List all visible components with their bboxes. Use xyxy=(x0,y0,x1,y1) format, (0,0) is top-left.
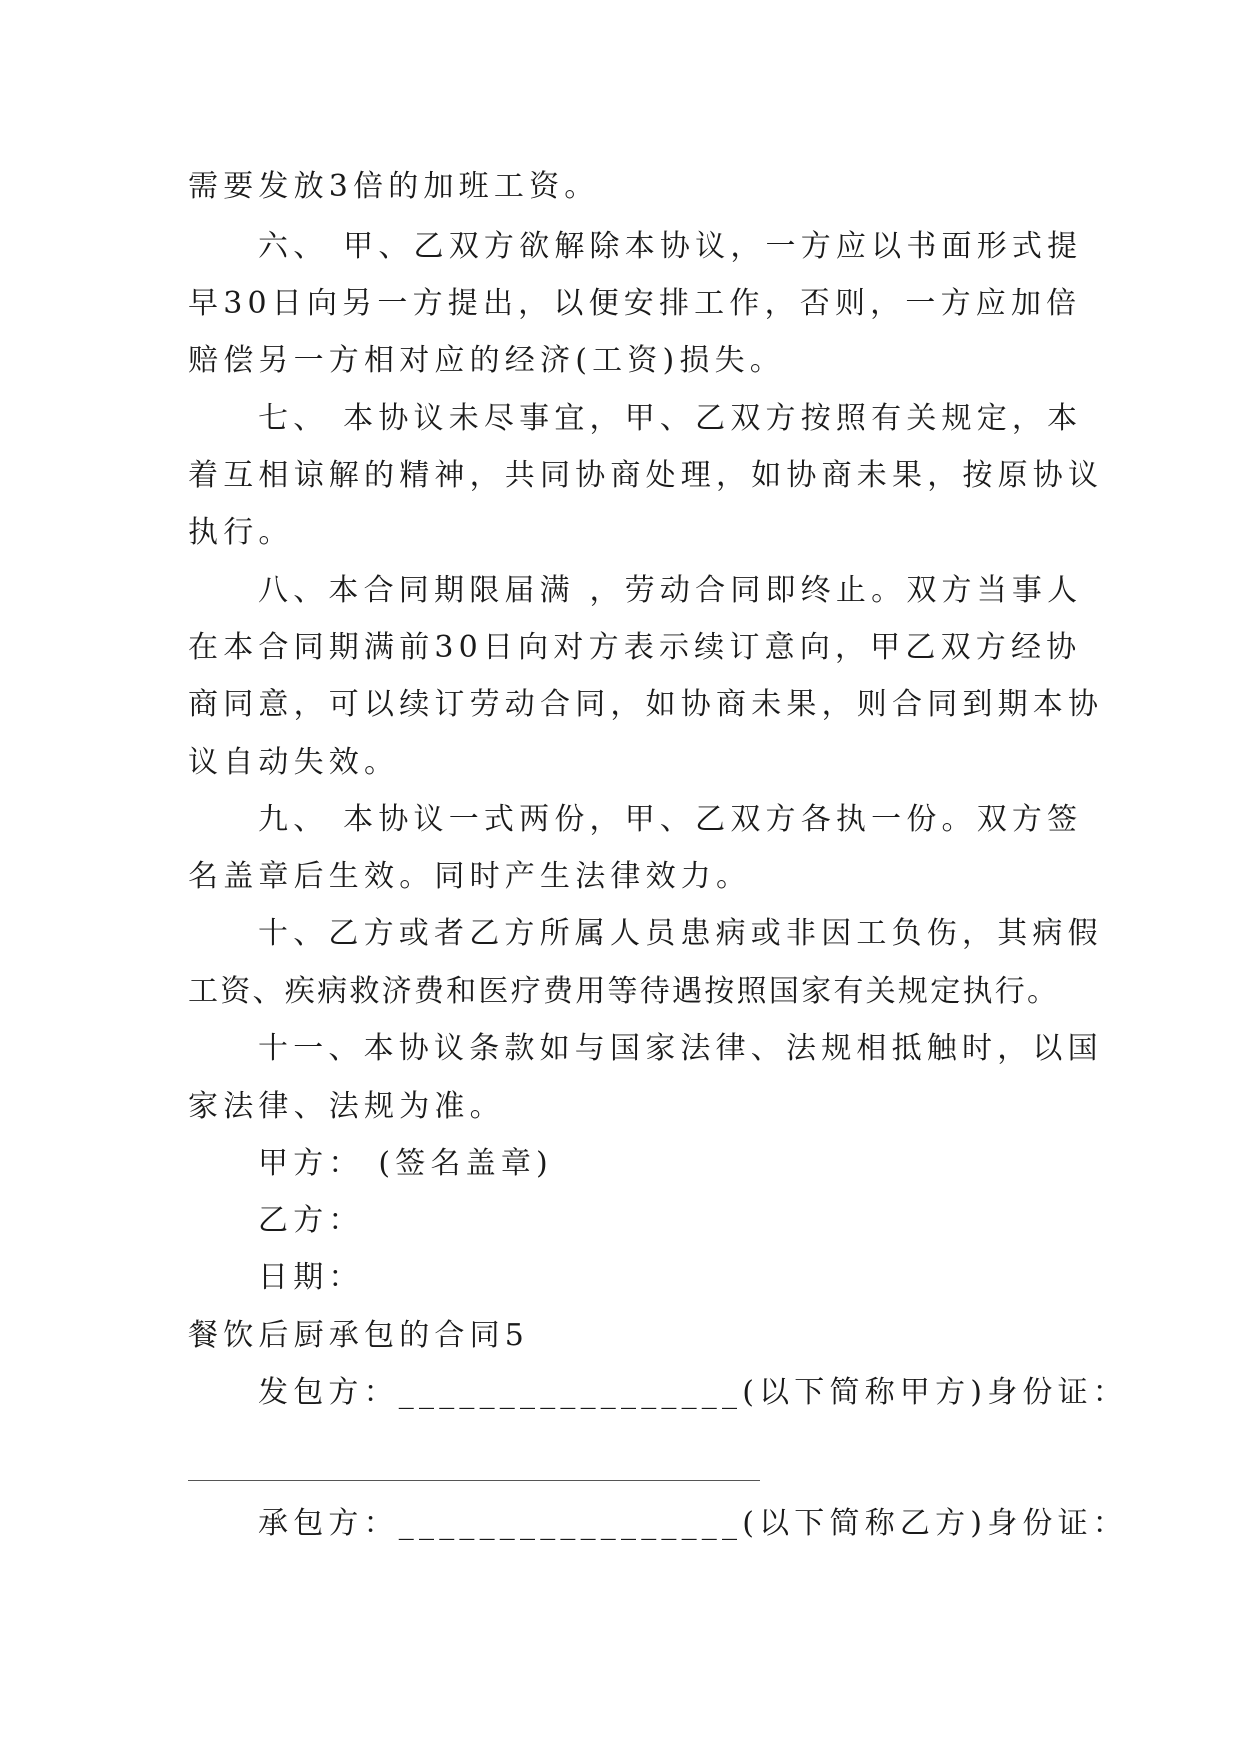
clause-6-line: 六、 甲、乙双方欲解除本协议，一方应以书面形式提 xyxy=(258,229,1083,264)
clause-6-line: 早30日向另一方提出，以便安排工作，否则，一方应加倍 xyxy=(188,286,1082,321)
clause-8-line: 议自动失效。 xyxy=(188,745,400,780)
contractor-line: 发包方：_________________(以下简称甲方)身份证： xyxy=(258,1375,1129,1410)
clause-10-line: 工资、疾病救济费和医疗费用等待遇按照国家有关规定执行。 xyxy=(188,974,1058,1009)
clause-11-line: 家法律、法规为准。 xyxy=(188,1089,505,1124)
subcontractor-line: 承包方：_________________(以下简称乙方)身份证： xyxy=(258,1506,1129,1541)
clause-9-line: 九、 本协议一式两份，甲、乙双方各执一份。双方签 xyxy=(258,802,1083,837)
clause-7-line: 七、 本协议未尽事宜，甲、乙双方按照有关规定，本 xyxy=(258,401,1083,436)
clause-7-line: 执行。 xyxy=(188,515,294,550)
party-b-signature-line: 乙方： xyxy=(258,1203,364,1238)
contract-title: 餐饮后厨承包的合同5 xyxy=(188,1318,530,1353)
clause-8-line: 八、本合同期限届满 ，劳动合同即终止。双方当事人 xyxy=(258,573,1083,608)
date-line: 日期： xyxy=(258,1260,364,1295)
clause-10-line: 十、乙方或者乙方所属人员患病或非因工负伤，其病假 xyxy=(258,916,1103,951)
clause-7-line: 着互相谅解的精神，共同协商处理，如协商未果，按原协议 xyxy=(188,458,1104,493)
clause-9-line: 名盖章后生效。同时产生法律效力。 xyxy=(188,859,752,894)
clause-8-line: 商同意，可以续订劳动合同，如协商未果，则合同到期本协 xyxy=(188,687,1104,722)
id-number-underline xyxy=(188,1480,760,1481)
clause-8-line: 在本合同期满前30日向对方表示续订意向，甲乙双方经协 xyxy=(188,630,1082,665)
clause-11-line: 十一、本协议条款如与国家法律、法规相抵触时，以国 xyxy=(258,1031,1103,1066)
party-a-signature-line: 甲方： (签名盖章) xyxy=(258,1146,553,1181)
text-line: 需要发放3倍的加班工资。 xyxy=(188,169,600,204)
clause-6-line: 赔偿另一方相对应的经济(工资)损失。 xyxy=(188,343,786,378)
